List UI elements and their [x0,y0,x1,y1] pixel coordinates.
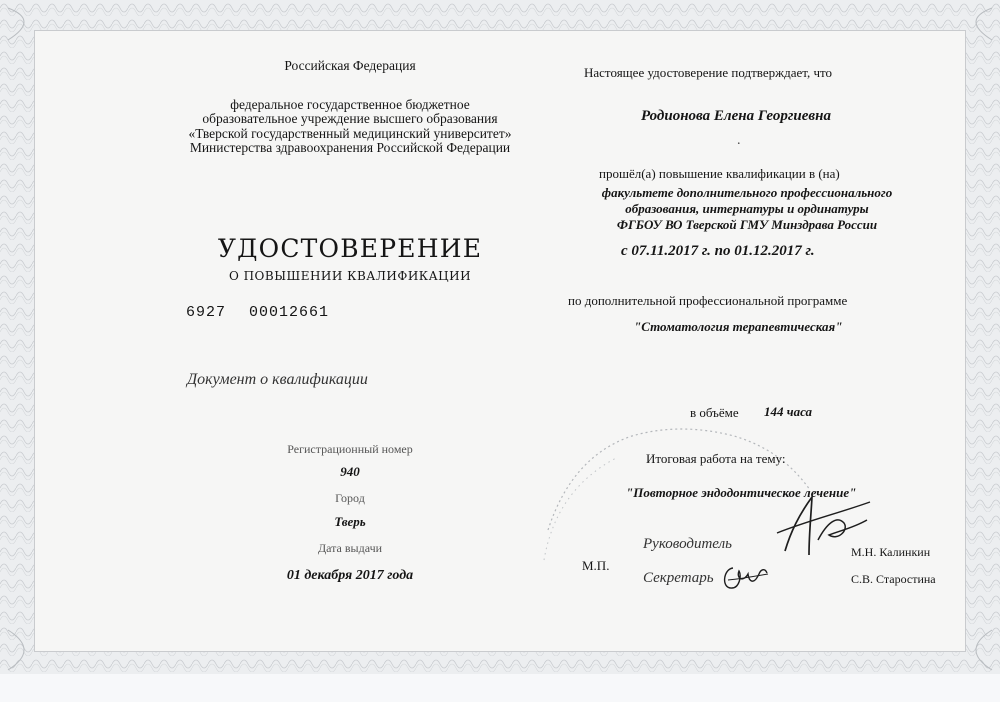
holder-name-dot: . [737,133,741,148]
issue-date-label: Дата выдачи [317,541,383,555]
holder-name: Родионова Елена Георгиевна [641,108,831,124]
faculty-line-3: ФГБОУ ВО Тверской ГМУ Минздрава России [616,217,878,232]
registration-number: 940 [340,464,360,479]
program-value: "Стоматология терапевтическая" [634,319,843,334]
stamp-place-label: М.П. [582,558,610,573]
final-work-topic: "Повторное эндодонтическое лечение" [626,485,857,500]
institution-line-3: «Тверской государственный медицинский университет» [188,126,512,141]
volume-label: в объёме [690,405,739,420]
institution-line-2: образовательное учреждение высшего образования [202,111,498,126]
secretary-name: С.В. Старостина [851,572,936,586]
supervisor-name: М.Н. Калинкин [851,545,931,559]
institution-line-1: федеральное государственное бюджетное [230,97,470,112]
country-heading: Российская Федерация [284,58,416,73]
volume-value: 144 часа [764,404,813,419]
faculty-line-2: образования, интернатуры и ординатуры [625,201,869,216]
document-title: УДОСТОВЕРЕНИЕ [217,234,483,263]
city-label: Город [335,491,365,505]
program-label: по дополнительной профессиональной программе [568,293,848,308]
confirmation-intro: Настоящее удостоверение подтверждает, что [584,65,833,80]
supervisor-label: Руководитель [643,536,732,552]
city-value: Тверь [334,514,366,529]
issue-date-value: 01 декабря 2017 года [286,568,414,583]
training-period: с 07.11.2017 г. по 01.12.2017 г. [621,243,815,259]
secretary-label: Секретарь [643,570,714,586]
passed-training-text: прошёл(а) повышение квалификации в (на) [599,166,840,181]
registration-label: Регистрационный номер [287,442,413,456]
scan-bottom-margin [0,674,1000,702]
document-type: Документ о квалификации [187,371,368,388]
final-work-label: Итоговая работа на тему: [646,451,786,466]
secretary-signature-image [718,559,772,599]
document-series: 6927 [186,304,227,321]
supervisor-signature-image [765,485,885,565]
document-subtitle: О ПОВЫШЕНИИ КВАЛИФИКАЦИИ [228,269,472,283]
faculty-line-1: факультете дополнительного профессионального [601,185,893,200]
institution-line-4: Министерства здравоохранения Российской Федерации [189,140,511,155]
document-number: 00012661 [249,304,330,321]
